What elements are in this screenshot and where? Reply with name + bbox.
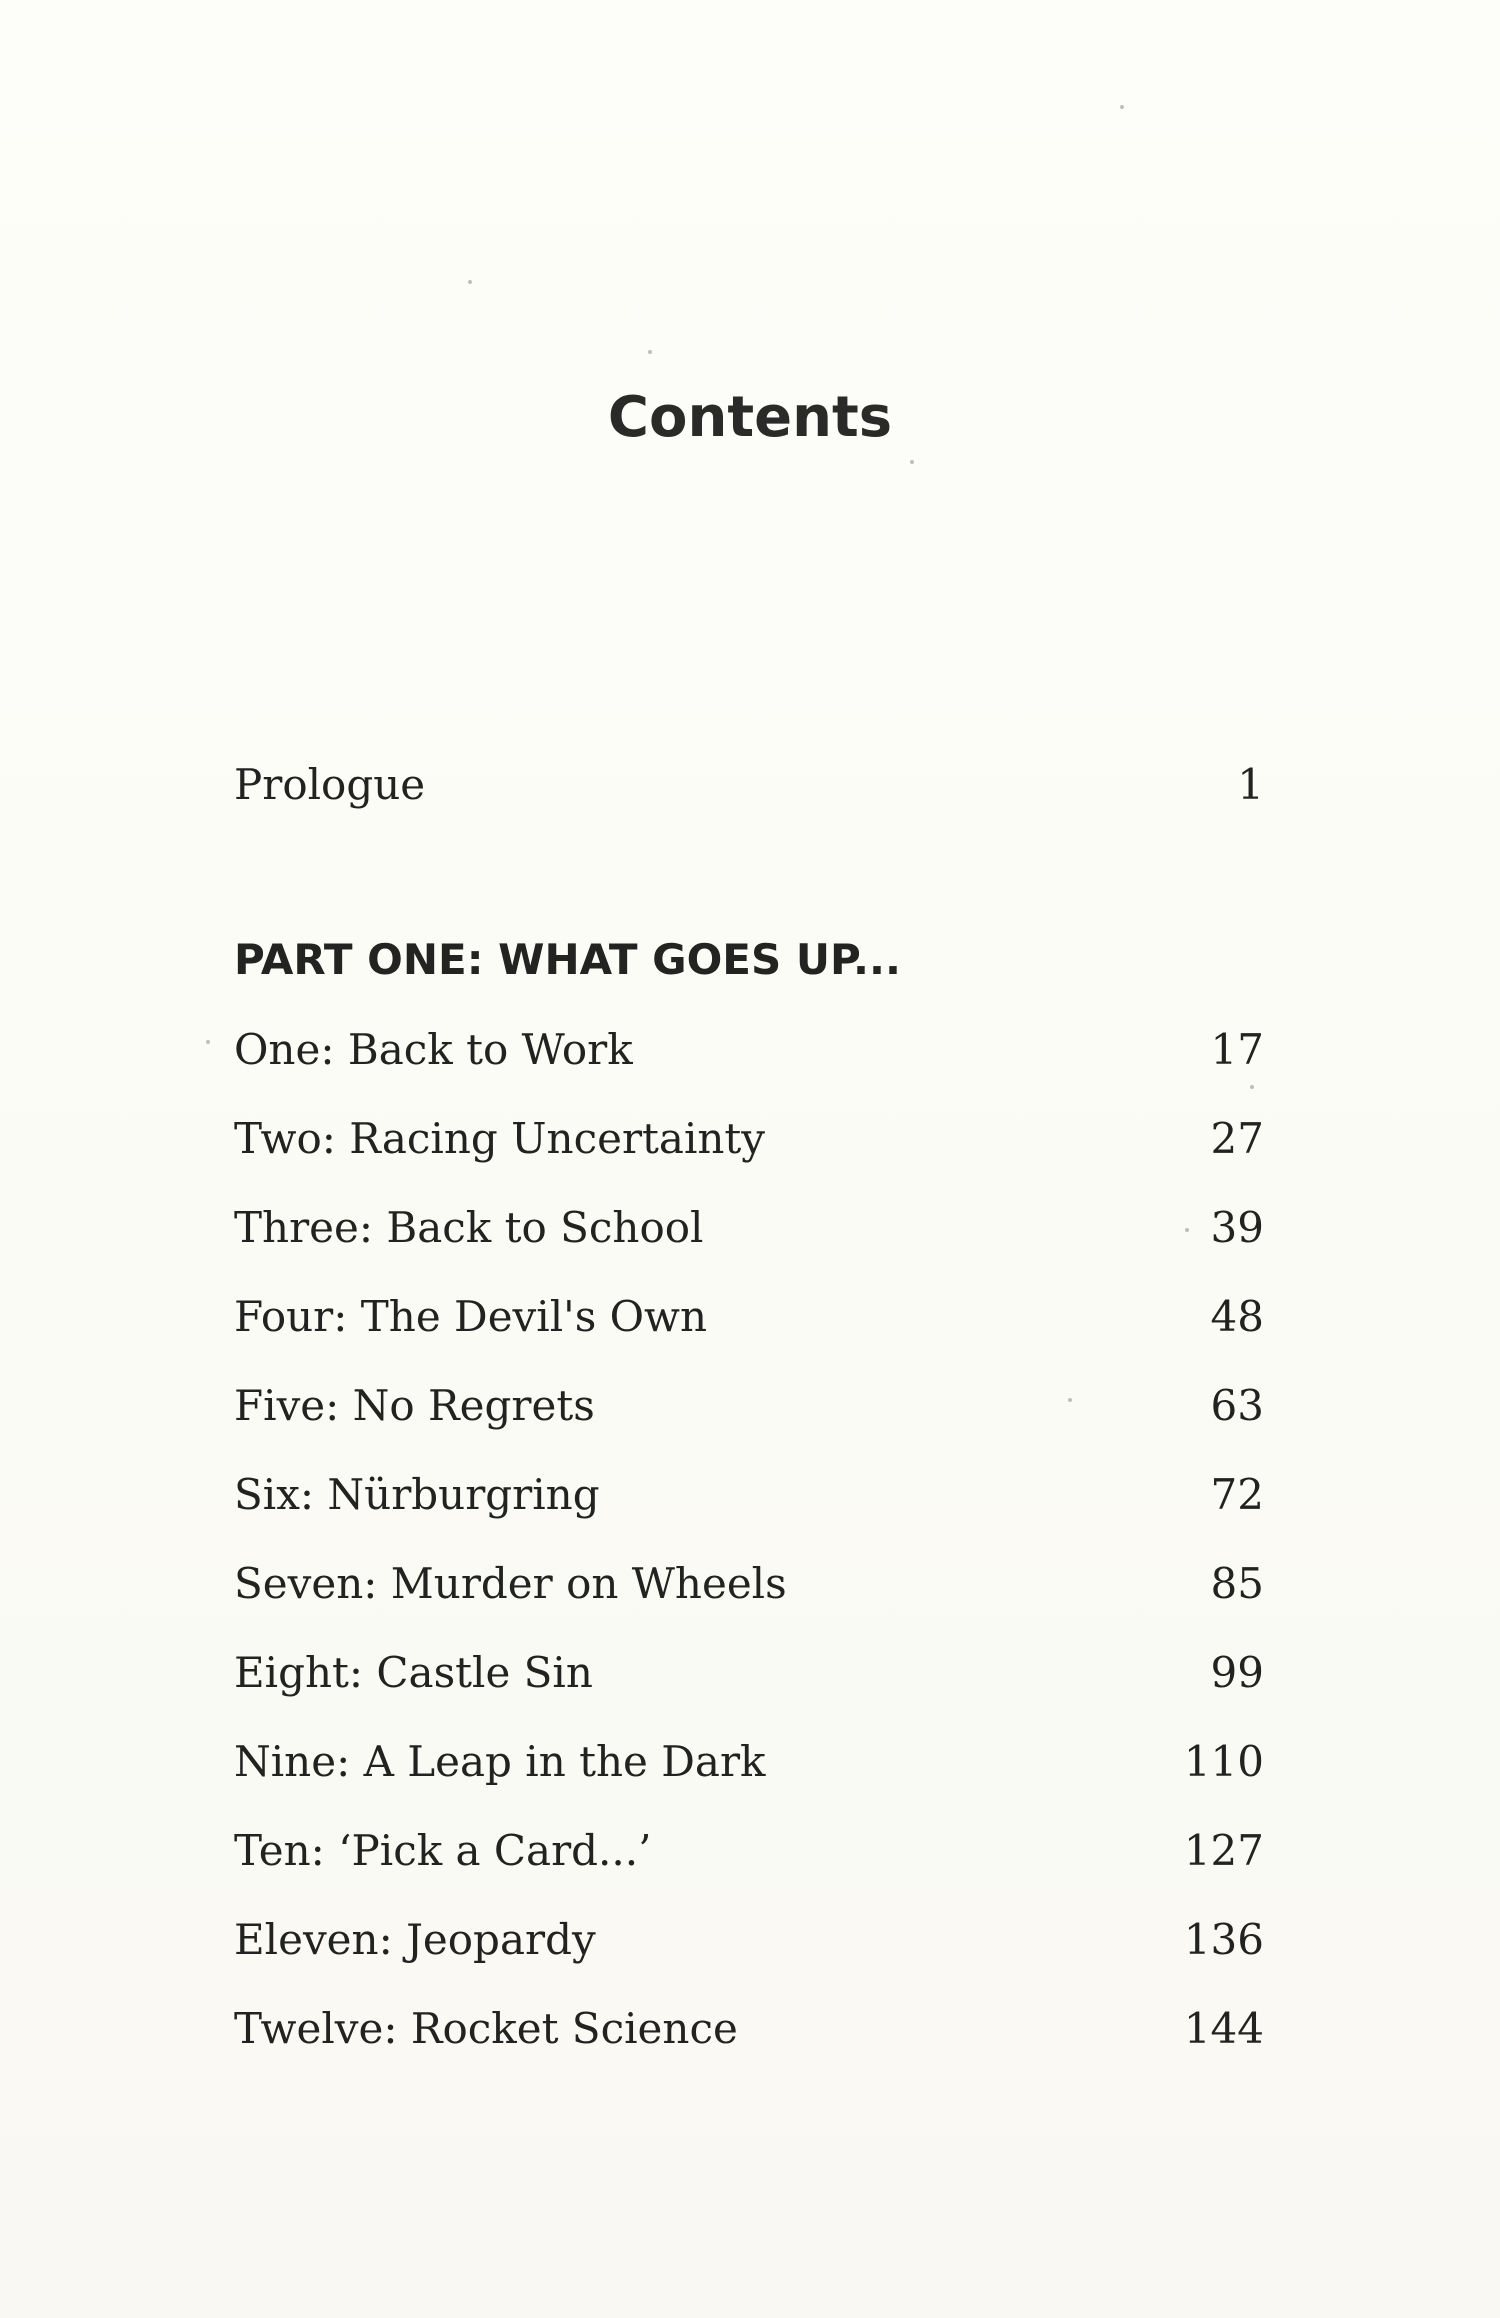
toc-entry bbox=[234, 1727, 1264, 1797]
toc-entry-page-number: 39 bbox=[1210, 1203, 1264, 1252]
toc-entry-label: Eight: Castle Sin bbox=[234, 1648, 593, 1697]
toc-entry-label: Ten: ‘Pick a Card...’ bbox=[234, 1826, 652, 1875]
toc-entry-label: Three: Back to School bbox=[234, 1203, 704, 1252]
paper-speck bbox=[468, 280, 472, 284]
toc-entry-label: Six: Nürburgring bbox=[234, 1470, 600, 1519]
toc-entry bbox=[234, 1282, 1264, 1352]
toc-entry-page-number: 27 bbox=[1210, 1114, 1264, 1163]
toc-entry bbox=[234, 1549, 1264, 1619]
part-heading: PART ONE: WHAT GOES UP... bbox=[234, 935, 901, 984]
toc-entry-label: Five: No Regrets bbox=[234, 1381, 595, 1430]
toc-entry-page-number: 127 bbox=[1183, 1826, 1264, 1875]
toc-entry-page-number: 144 bbox=[1183, 2004, 1264, 2053]
toc-entry-page-number: 17 bbox=[1210, 1025, 1264, 1074]
toc-entry bbox=[234, 1994, 1264, 2064]
toc-entry-label: Two: Racing Uncertainty bbox=[234, 1114, 766, 1163]
toc-entry-label: Eleven: Jeopardy bbox=[234, 1915, 596, 1964]
paper-speck bbox=[1250, 1085, 1254, 1089]
paper-speck bbox=[1068, 1398, 1072, 1402]
toc-entry-page-number: 99 bbox=[1210, 1648, 1264, 1697]
toc-entry bbox=[234, 1816, 1264, 1886]
page-title: Contents bbox=[607, 385, 893, 450]
paper-speck bbox=[1185, 1228, 1189, 1232]
toc-entry bbox=[234, 1460, 1264, 1530]
toc-entry-label: Seven: Murder on Wheels bbox=[234, 1559, 787, 1608]
toc-entry-page-number: 1 bbox=[1237, 760, 1264, 809]
toc-entry bbox=[234, 1104, 1264, 1174]
toc-entry-prologue bbox=[234, 750, 1264, 820]
toc-entry bbox=[234, 1371, 1264, 1441]
toc-entry-label: Four: The Devil's Own bbox=[234, 1292, 708, 1341]
toc-entry-page-number: 72 bbox=[1210, 1470, 1264, 1519]
paper-speck bbox=[648, 350, 652, 354]
toc-entry-label: Twelve: Rocket Science bbox=[234, 2004, 738, 2053]
toc-entry bbox=[234, 1015, 1264, 1085]
toc-entry bbox=[234, 1638, 1264, 1708]
toc-entry-page-number: 110 bbox=[1183, 1737, 1264, 1786]
paper-speck bbox=[1120, 105, 1124, 109]
toc-entry-label: Nine: A Leap in the Dark bbox=[234, 1737, 766, 1786]
paper-speck bbox=[206, 1040, 210, 1044]
toc-entry-page-number: 63 bbox=[1210, 1381, 1264, 1430]
toc-entry bbox=[234, 1193, 1264, 1263]
toc-entry-page-number: 48 bbox=[1210, 1292, 1264, 1341]
toc-entry-label: One: Back to Work bbox=[234, 1025, 633, 1074]
toc-entry bbox=[234, 1905, 1264, 1975]
toc-entry-page-number: 85 bbox=[1210, 1559, 1264, 1608]
toc-entry-page-number: 136 bbox=[1183, 1915, 1264, 1964]
paper-speck bbox=[910, 460, 914, 464]
toc-entry-label: Prologue bbox=[234, 760, 426, 809]
